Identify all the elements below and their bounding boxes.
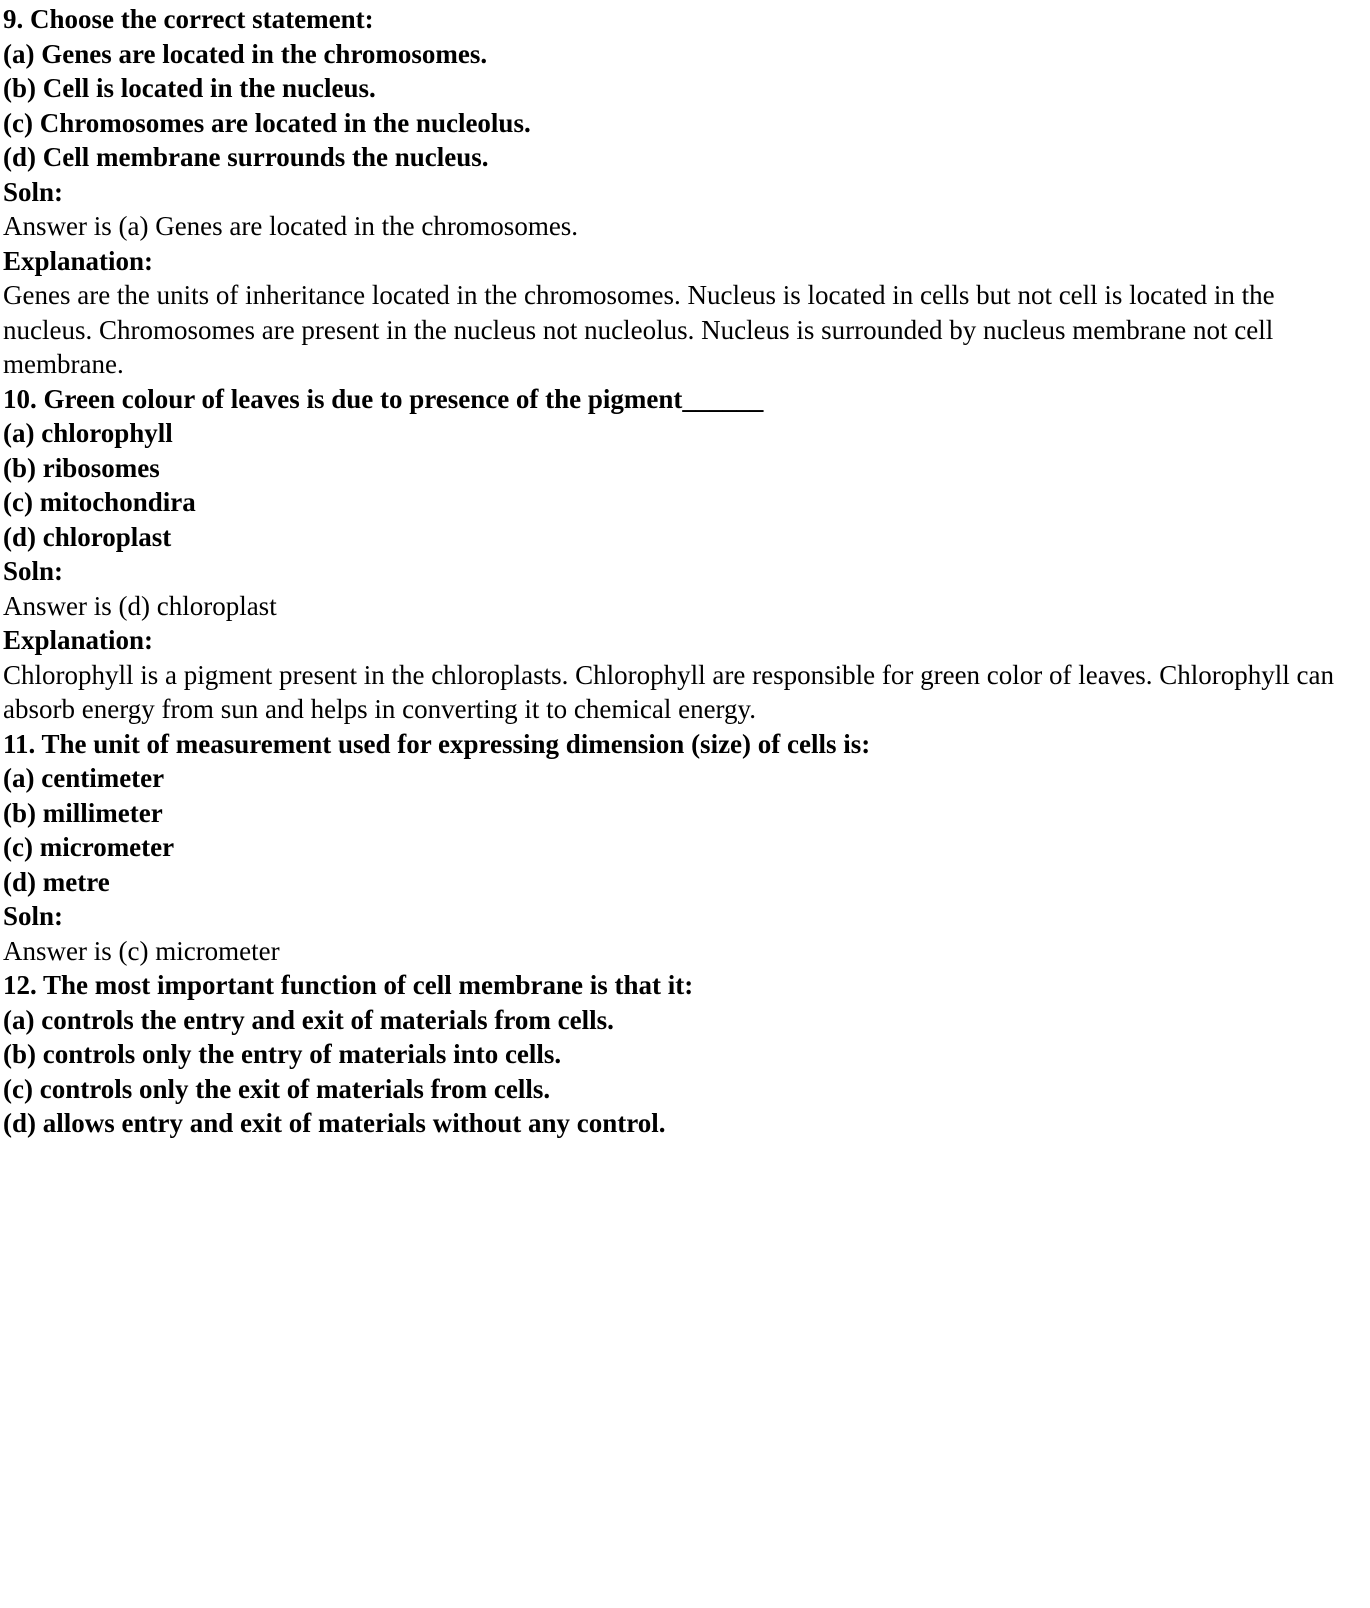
- answer-text: Answer is (d) chloroplast: [3, 590, 277, 621]
- option-c: (c) micrometer: [3, 832, 175, 862]
- option-c: (c) Chromosomes are located in the nucleolus.: [3, 107, 531, 138]
- question-title: 12. The most important function of cell membrane is that it:: [3, 970, 694, 1000]
- option-a: (a) chlorophyll: [3, 418, 173, 448]
- question-block-10: [3, 382, 1340, 727]
- explanation-label: Explanation:: [3, 625, 154, 655]
- option-d: (d) allows entry and exit of materials without any control.: [3, 1108, 666, 1138]
- answer-text: Answer is (a) Genes are located in the chromosomes.: [3, 211, 579, 241]
- option-a: (a) Genes are located in the chromosomes.: [3, 38, 488, 69]
- option-b: (b) millimeter: [3, 797, 163, 828]
- answer-text: Answer is (c) micrometer: [3, 935, 280, 966]
- soln-label: Soln:: [3, 901, 64, 931]
- option-b: (b) controls only the entry of materials into cells.: [3, 1039, 562, 1069]
- question-title: 11. The unit of measurement used for expressing dimension (size) of cells is:: [3, 728, 871, 759]
- question-title: 10. Green colour of leaves is due to presence of the pigment______: [3, 383, 764, 414]
- question-block-11: [3, 727, 1340, 969]
- soln-label: Soln:: [3, 556, 64, 586]
- explanation-text: Chlorophyll is a pigment present in the chloroplasts. Chlorophyll are responsible for green color of leaves. Chlorophyll can absorb energy from sun and helps in converting it to chemical energy.: [3, 659, 1334, 724]
- option-a: (a) controls the entry and exit of materials from cells.: [3, 1004, 614, 1035]
- option-b: (b) Cell is located in the nucleus.: [3, 73, 376, 103]
- option-c: (c) mitochondira: [3, 487, 196, 517]
- option-a: (a) centimeter: [3, 763, 165, 793]
- option-d: (d) Cell membrane surrounds the nucleus.: [3, 142, 489, 172]
- option-b: (b) ribosomes: [3, 452, 160, 483]
- option-d: (d) metre: [3, 866, 110, 897]
- question-title: 9. Choose the correct statement:: [3, 4, 374, 34]
- explanation-text: Genes are the units of inheritance located in the chromosomes. Nucleus is located in cells but not cell is located in the nucleus. Chromosomes are present in the nucleus not nucleolus. Nucleus is surrounded by nucleus membrane not cell membrane.: [3, 280, 1275, 379]
- question-block-9: [3, 2, 1340, 382]
- soln-label: Soln:: [3, 176, 64, 207]
- explanation-label: Explanation:: [3, 245, 154, 276]
- option-d: (d) chloroplast: [3, 521, 172, 552]
- option-c: (c) controls only the exit of materials from cells.: [3, 1073, 551, 1104]
- question-block-12: [3, 968, 1340, 1141]
